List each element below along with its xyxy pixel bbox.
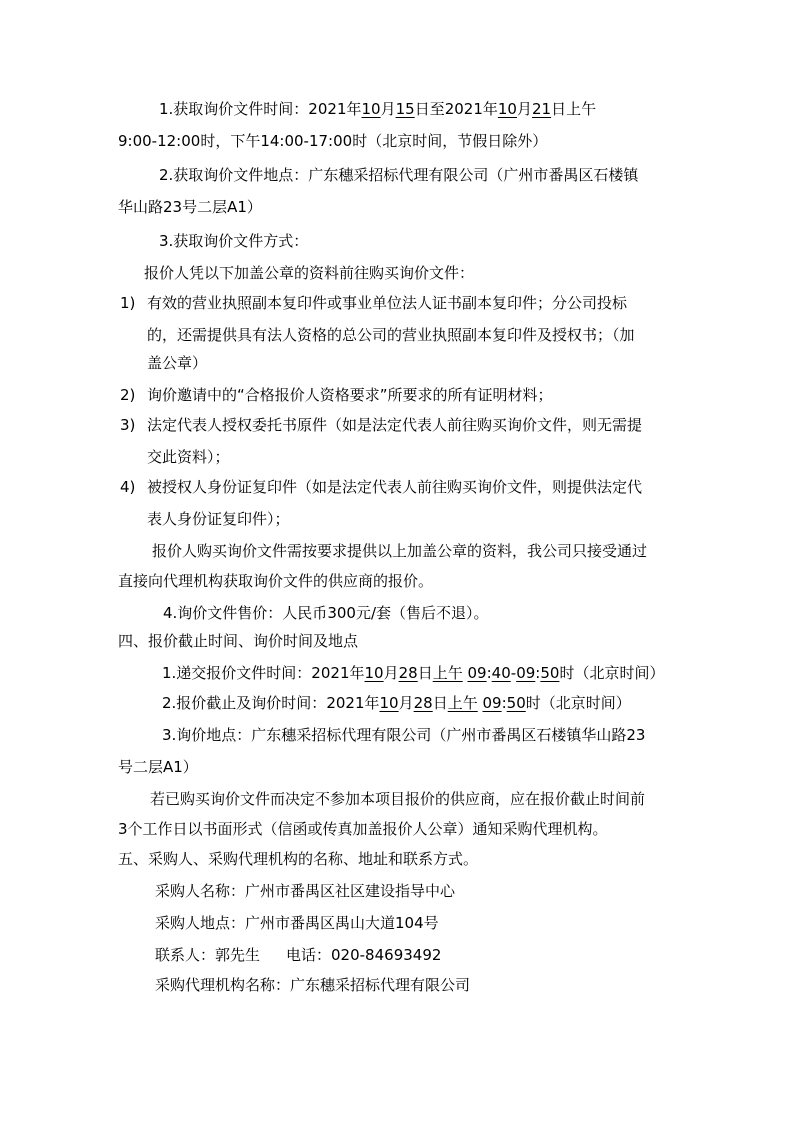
underlined-value: 上午	[432, 664, 463, 682]
text-run: 2.报价截止及询价时间：2021年	[162, 694, 380, 712]
text-run: 月	[516, 100, 532, 118]
contact-person: 联系人：郭先生	[155, 946, 261, 964]
underlined-value: 21	[532, 100, 552, 118]
underlined-value: 09	[482, 694, 502, 712]
list-item-line: 有效的营业执照副本复印件或事业单位法人证书副本复印件；分公司投标	[147, 294, 628, 312]
text-run: :	[535, 664, 541, 682]
paragraph-line: 号二层A1）	[118, 758, 198, 776]
list-item-number: 1)	[120, 294, 136, 312]
paragraph-line: 3.询价地点：广东穗采招标代理有限公司（广州市番禺区石楼镇华山路23	[162, 726, 646, 744]
text-run: :	[486, 664, 492, 682]
list-item-line: 表人身份证复印件）；	[147, 510, 290, 528]
paragraph-line: 报价人凭以下加盖公章的资料前往购买询价文件：	[144, 264, 475, 282]
paragraph-line: 直接向代理机构获取询价文件的供应商的报价。	[118, 572, 434, 590]
contact-line	[155, 944, 735, 966]
text-run: 1.获取询价文件时间：2021年	[159, 100, 362, 118]
underlined-value: 50	[540, 664, 560, 682]
contact-phone: 电话：020-84693492	[286, 946, 442, 964]
text-run: 时（北京时间）	[525, 694, 631, 712]
paragraph-line	[162, 692, 772, 714]
underlined-value: 10	[379, 694, 399, 712]
underlined-value: 15	[395, 100, 415, 118]
underlined-value: 10	[364, 664, 384, 682]
agency-name: 采购代理机构名称：广东穗采招标代理有限公司	[155, 976, 471, 994]
text-run: 月	[380, 100, 396, 118]
underlined-value: 10	[497, 100, 517, 118]
paragraph-line	[159, 98, 759, 120]
paragraph-line: 4.询价文件售价：人民币300元/套（售后不退）。	[163, 604, 489, 622]
list-item-line: 的，还需提供具有法人资格的总公司的营业执照副本复印件及授权书；（加	[147, 326, 635, 344]
text-run: -	[510, 664, 517, 682]
text-run: 日上午	[551, 100, 597, 118]
text-run: 日	[432, 694, 448, 712]
paragraph-line: 报价人购买询价文件需按要求提供以上加盖公章的资料，我公司只接受通过	[152, 542, 648, 560]
underlined-value: 10	[361, 100, 381, 118]
paragraph-line	[162, 662, 772, 684]
text-run: 时（北京时间）	[559, 664, 665, 682]
paragraph-line: 若已购买询价文件而决定不参加本项目报价的供应商，应在报价截止时间前	[150, 790, 646, 808]
underlined-value: 09	[467, 664, 487, 682]
paragraph-line: 3个工作日以书面形式（信函或传真加盖报价人公章）通知采购代理机构。	[118, 820, 608, 838]
underlined-value: 09	[516, 664, 536, 682]
list-item-line: 被授权人身份证复印件（如是法定代表人前往购买询价文件，则提供法定代	[147, 478, 643, 496]
list-item-number: 3)	[120, 416, 136, 434]
paragraph-line: 9:00-12:00时，下午14:00-17:00时（北京时间，节假日除外）	[118, 132, 548, 150]
underlined-value: 40	[491, 664, 511, 682]
text-run: :	[501, 694, 507, 712]
list-item-line: 询价邀请中的“合格报价人资格要求”所要求的所有证明材料；	[147, 386, 553, 404]
text-run: 月	[398, 694, 414, 712]
section-heading: 五、采购人、采购代理机构的名称、地址和联系方式。	[118, 850, 479, 868]
buyer-name: 采购人名称：广州市番禺区社区建设指导中心	[155, 882, 456, 900]
list-item-number: 2)	[120, 386, 136, 404]
underlined-value: 上午	[447, 694, 478, 712]
list-item-line: 盖公章）	[147, 354, 208, 372]
list-item-line: 法定代表人授权委托书原件（如是法定代表人前往购买询价文件，则无需提	[147, 416, 643, 434]
buyer-address: 采购人地点：广州市番禺区禺山大道104号	[155, 914, 439, 932]
section-heading: 四、报价截止时间、询价时间及地点	[118, 632, 359, 650]
list-item-number: 4)	[120, 478, 136, 496]
text-run: 1.递交报价文件时间：2021年	[162, 664, 365, 682]
paragraph-line: 华山路23号二层A1）	[118, 198, 262, 216]
list-item-line: 交此资料）；	[147, 448, 230, 466]
underlined-value: 28	[398, 664, 418, 682]
underlined-value: 50	[506, 694, 526, 712]
paragraph-line: 3.获取询价文件方式：	[159, 232, 309, 250]
paragraph-line: 2.获取询价文件地点：广东穗采招标代理有限公司（广州市番禺区石楼镇	[159, 166, 639, 184]
text-run: 日至2021年	[414, 100, 498, 118]
text-run: 日	[417, 664, 433, 682]
text-run: 月	[383, 664, 399, 682]
underlined-value: 28	[413, 694, 433, 712]
